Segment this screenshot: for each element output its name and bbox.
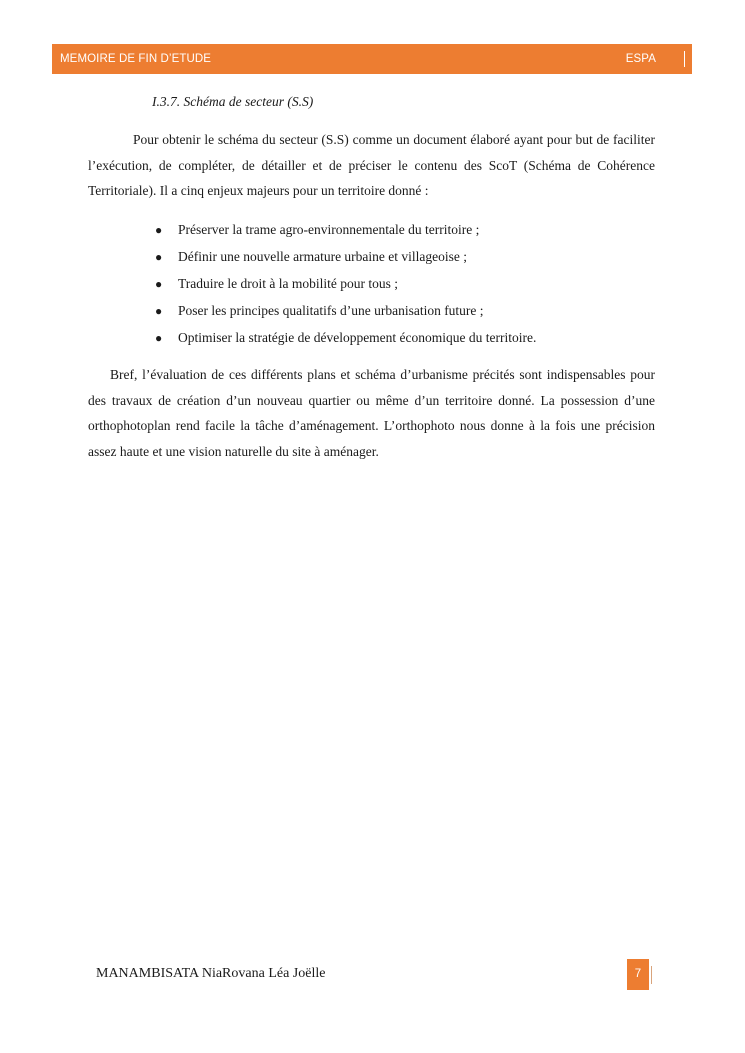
section-heading: I.3.7. Schéma de secteur (S.S)	[152, 94, 314, 109]
list-item	[155, 299, 536, 326]
header-org: ESPA	[625, 53, 656, 65]
page-number: 7	[627, 959, 649, 990]
header-divider	[684, 51, 685, 67]
list-item	[155, 218, 536, 245]
list-item-text: Poser les principes qualitatifs d’une urbanisation future ;	[178, 303, 484, 318]
bullet-icon: ●	[155, 304, 163, 318]
bullet-icon: ●	[155, 277, 163, 291]
bullet-icon: ●	[155, 250, 163, 264]
bullet-icon: ●	[155, 223, 163, 237]
page-number-divider	[651, 966, 652, 984]
list-item-text: Préserver la trame agro-environnementale du territoire ;	[178, 222, 480, 237]
list-item	[155, 326, 536, 353]
list-item-text: Définir une nouvelle armature urbaine et villageoise ;	[178, 249, 468, 264]
list-item	[155, 272, 536, 299]
intro-paragraph: Pour obtenir le schéma du secteur (S.S) comme un document élaboré ayant pour but de faciliter l’exécution, de compléter, de détailler et de préciser le contenu des ScoT (Schéma de Cohérence Territoriale). Il a cinq enjeux majeurs pour un territoire donné :	[88, 132, 655, 198]
issues-list	[155, 218, 536, 353]
bullet-icon: ●	[155, 331, 163, 345]
list-item	[155, 245, 536, 272]
footer-author: MANAMBISATA NiaRovana Léa Joëlle	[96, 966, 326, 981]
page-header	[52, 44, 692, 74]
list-item-text: Optimiser la stratégie de développement économique du territoire.	[178, 330, 537, 345]
conclusion-paragraph: Bref, l’évaluation de ces différents plans et schéma d’urbanisme précités sont indispensables pour des travaux de création d’un nouveau quartier ou même d’un territoire donné. La possession d’une orthophotoplan rend facile la tâche d’aménagement. L’orthophoto nous donne à la fois une précision assez haute et une vision naturelle du site à aménager.	[88, 367, 655, 459]
list-item-text: Traduire le droit à la mobilité pour tous ;	[178, 276, 398, 291]
header-title: MEMOIRE DE FIN D’ETUDE	[60, 53, 212, 65]
